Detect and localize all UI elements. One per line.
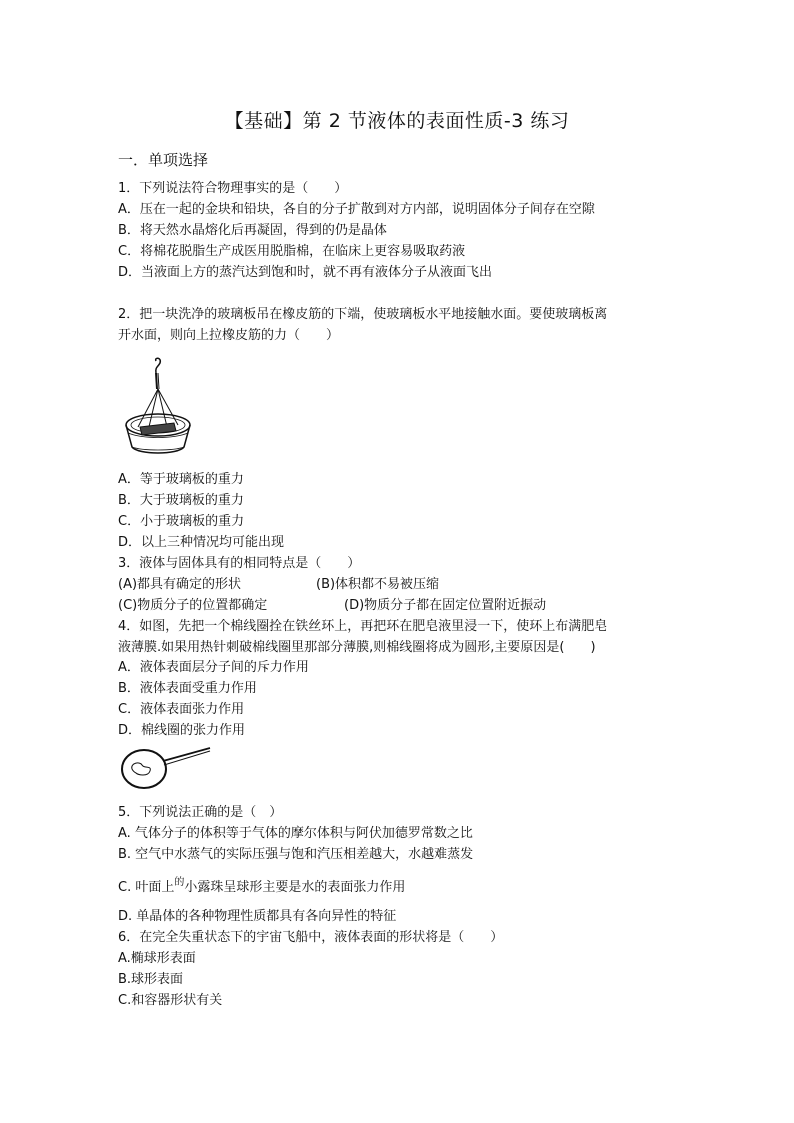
q4-stem-line2: 液薄膜.如果用热针刺破棉线圈里那部分薄膜,则棉线圈将成为圆形,主要原因是( ) [118, 640, 596, 655]
q6-option-a: A.椭球形表面 [118, 951, 196, 966]
q6-option-c: C.和容器形状有关 [118, 993, 223, 1008]
q3-option-a: (A)都具有确定的形状 [118, 577, 242, 592]
q2-stem-line2: 开水面，则向上拉橡皮筋的力（ ） [118, 328, 340, 343]
q2-option-d: D．以上三种情况均可能出现 [118, 535, 285, 550]
q1-option-b: B．将天然水晶熔化后再凝固，得到的仍是晶体 [118, 223, 387, 238]
q3-option-c: (C)物质分子的位置都确定 [118, 598, 268, 613]
q5-option-c-pre: C. 叶面上 [118, 880, 175, 895]
q4-option-d: D．棉线圈的张力作用 [118, 723, 246, 738]
q1-stem: 1．下列说法符合物理事实的是（ ） [118, 181, 348, 196]
q6-stem: 6．在完全失重状态下的宇宙飞船中，液体表面的形状将是（ ） [118, 930, 504, 945]
q3-option-b: (B)体积都不易被压缩 [316, 577, 440, 592]
q4-stem-line1: 4．如图，先把一个棉线圈拴在铁丝环上，再把环在肥皂液里浸一下，使环上布满肥皂 [118, 619, 608, 634]
section-heading: 一．单项选择 [118, 151, 209, 169]
q2-stem-line1: 2．把一块洗净的玻璃板吊在橡皮筋的下端，使玻璃板水平地接触水面。要使玻璃板离 [118, 307, 608, 322]
q5-stem: 5．下列说法正确的是（ ） [118, 805, 283, 820]
q1-option-d: D．当液面上方的蒸汽达到饱和时，就不再有液体分子从液面飞出 [118, 265, 493, 280]
q3-stem: 3．液体与固体具有的相同特点是（ ） [118, 556, 361, 571]
q2-option-a: A．等于玻璃板的重力 [118, 472, 244, 487]
q2-option-b: B．大于玻璃板的重力 [118, 493, 244, 508]
wire-ring-figure [118, 745, 214, 791]
q5-option-c-sup: 的 [174, 877, 185, 888]
q2-option-c: C．小于玻璃板的重力 [118, 514, 245, 529]
glass-plate-figure [118, 355, 198, 460]
q3-option-d: (D)物质分子都在固定位置附近振动 [344, 598, 547, 613]
q4-option-a: A．液体表面层分子间的斥力作用 [118, 660, 309, 675]
q5-option-b: B. 空气中水蒸气的实际压强与饱和汽压相差越大，水越难蒸发 [118, 847, 474, 862]
q6-option-b: B.球形表面 [118, 972, 184, 987]
q4-option-c: C．液体表面张力作用 [118, 702, 245, 717]
q5-option-c [118, 879, 405, 898]
q4-option-b: B．液体表面受重力作用 [118, 681, 257, 696]
q5-option-d: D. 单晶体的各种物理性质都具有各向异性的特征 [118, 909, 397, 924]
q5-option-c-post: 小露珠呈球形主要是水的表面张力作用 [184, 880, 406, 895]
q1-option-c: C．将棉花脱脂生产成医用脱脂棉，在临床上更容易吸取药液 [118, 244, 466, 259]
q5-option-a: A. 气体分子的体积等于气体的摩尔体积与阿伏加德罗常数之比 [118, 826, 473, 841]
page-title: 【基础】第 2 节液体的表面性质-3 练习 [224, 110, 570, 132]
q1-option-a: A．压在一起的金块和铅块，各自的分子扩散到对方内部，说明固体分子间存在空隙 [118, 202, 595, 217]
